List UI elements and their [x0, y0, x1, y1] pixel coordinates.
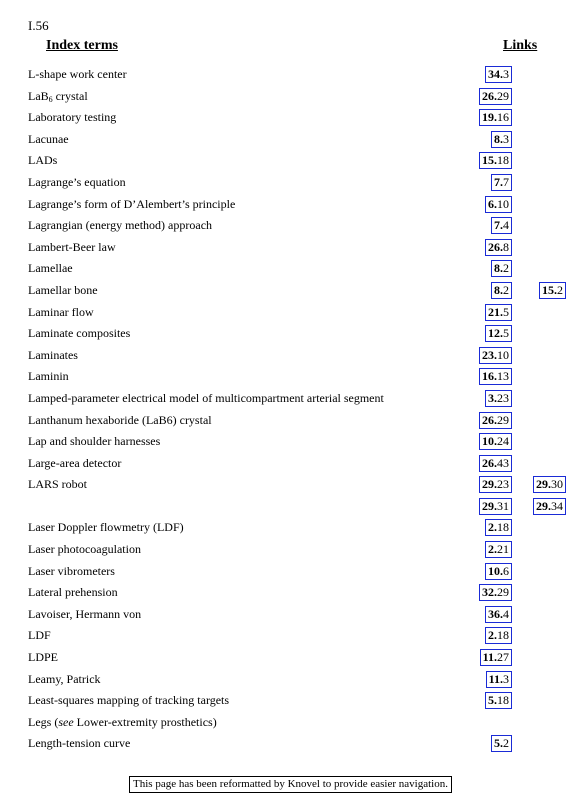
index-term: Lagrange’s equation	[28, 174, 126, 189]
link-group	[0, 150, 581, 172]
page-link[interactable]: 26.29	[479, 88, 512, 105]
index-entry	[0, 150, 581, 172]
index-entry	[0, 539, 581, 561]
index-entry	[0, 215, 581, 237]
link-group	[0, 345, 581, 367]
page-link[interactable]: 8.2	[491, 260, 512, 277]
index-term: Laminar flow	[28, 304, 94, 319]
page-link[interactable]: 15.2	[539, 282, 566, 299]
link-group	[0, 366, 581, 388]
index-term: Laminin	[28, 369, 69, 384]
page-link[interactable]: 26.8	[485, 239, 512, 256]
link-group	[0, 561, 581, 583]
index-term: Lanthanum hexaboride (LaB6) crystal	[28, 412, 212, 427]
page-link[interactable]: 8.2	[491, 282, 512, 299]
link-group	[0, 669, 581, 691]
index-term: Lagrange’s form of D’Alembert’s principle	[28, 196, 236, 211]
index-term: Lamellar bone	[28, 282, 98, 297]
index-entry	[0, 129, 581, 151]
link-group	[0, 107, 581, 129]
index-term: Lacunae	[28, 131, 69, 146]
page-link[interactable]: 7.7	[491, 174, 512, 191]
index-entry	[0, 258, 581, 280]
index-entry	[0, 280, 581, 302]
index-entry	[0, 582, 581, 604]
index-entry	[0, 733, 581, 755]
index-entry	[0, 410, 581, 432]
index-entry	[0, 517, 581, 539]
page-link[interactable]: 21.5	[485, 304, 512, 321]
link-group	[0, 647, 581, 669]
index-term: Laboratory testing	[28, 110, 117, 125]
page-label: I.56	[28, 18, 49, 33]
page-link[interactable]: 10.6	[485, 563, 512, 580]
link-group	[0, 388, 581, 410]
page-link[interactable]: 15.18	[479, 152, 512, 169]
index-entry	[0, 388, 581, 410]
link-group	[0, 323, 581, 345]
index-entry	[0, 107, 581, 129]
index-terms-header: Index terms	[46, 38, 118, 53]
index-term: Laser vibrometers	[28, 563, 115, 578]
page-link[interactable]: 5.18	[485, 692, 512, 709]
page-link[interactable]: 29.23	[479, 476, 512, 493]
index-entry	[0, 172, 581, 194]
index-term: L-shape work center	[28, 67, 127, 81]
index-entry	[0, 690, 581, 712]
link-group	[0, 237, 581, 259]
index-term: Length-tension curve	[28, 736, 131, 751]
link-group	[0, 129, 581, 151]
link-group	[0, 582, 581, 604]
link-group	[0, 431, 581, 453]
page-link[interactable]: 11.27	[480, 649, 512, 666]
page-link[interactable]: 19.16	[479, 109, 512, 126]
footer-note: This page has been reformatted by Knovel to provide easier navigation.	[129, 776, 452, 793]
index-term: Least-squares mapping of tracking targets	[28, 693, 230, 708]
index-term: Leamy, Patrick	[28, 671, 101, 686]
index-term: LARS robot	[28, 477, 88, 492]
index-term: Lagrangian (energy method) approach	[28, 218, 213, 233]
index-term: Legs (see Lower-extremity prosthetics)	[28, 714, 217, 729]
link-group	[0, 539, 581, 561]
link-group	[0, 215, 581, 237]
link-group	[0, 280, 581, 302]
index-entry	[0, 237, 581, 259]
index-term: Lavoiser, Hermann von	[28, 606, 142, 621]
index-term: LDPE	[28, 650, 58, 665]
link-group	[0, 302, 581, 324]
link-group	[0, 733, 581, 755]
index-entry	[0, 453, 581, 475]
page-link[interactable]: 10.24	[479, 433, 512, 450]
index-term: Lamellae	[28, 261, 73, 276]
link-group	[0, 625, 581, 647]
footer	[0, 774, 581, 793]
page-link[interactable]: 26.29	[479, 412, 512, 429]
link-group	[0, 604, 581, 626]
page-link[interactable]: 8.3	[491, 131, 512, 148]
index-entry	[0, 86, 581, 108]
page-link[interactable]: 32.29	[479, 584, 512, 601]
index-term: Lateral prehension	[28, 585, 118, 600]
index-entry	[0, 474, 581, 517]
index-entry	[0, 194, 581, 216]
page-link[interactable]: 29.34	[533, 498, 566, 515]
index-entry	[0, 302, 581, 324]
index-entries	[0, 64, 581, 755]
index-entry	[0, 345, 581, 367]
index-entry	[0, 431, 581, 453]
link-group	[0, 517, 581, 539]
link-group	[0, 64, 581, 86]
index-term: Large-area detector	[28, 455, 122, 470]
page-link[interactable]: 11.3	[486, 671, 512, 688]
index-term: Lap and shoulder harnesses	[28, 434, 161, 449]
index-term: Laser Doppler flowmetry (LDF)	[28, 520, 184, 535]
page-link[interactable]: 26.43	[479, 455, 512, 472]
index-term: LaB$_6$ crystal	[28, 88, 88, 104]
page-link[interactable]: 2.21	[485, 541, 512, 558]
link-group	[0, 474, 581, 517]
index-term: Lamped-parameter electrical model of multicompartment arterial segment	[28, 390, 384, 405]
page-link[interactable]: 34.3	[485, 66, 512, 83]
page-link[interactable]: 23.10	[479, 347, 512, 364]
page-link[interactable]: 12.5	[485, 325, 512, 342]
page-link[interactable]: 16.13	[479, 368, 512, 385]
index-term: Lambert-Beer law	[28, 239, 116, 254]
index-entry	[0, 647, 581, 669]
links-header: Links	[503, 38, 538, 53]
link-group	[0, 453, 581, 475]
page-link[interactable]: 29.30	[533, 476, 566, 493]
page-link[interactable]: 29.31	[479, 498, 512, 515]
page-link[interactable]: 5.2	[491, 735, 512, 752]
index-entry	[0, 625, 581, 647]
index-entry	[0, 669, 581, 691]
index-term: LDF	[28, 628, 51, 643]
link-group	[0, 690, 581, 712]
index-term: Laser photocoagulation	[28, 542, 141, 557]
link-group	[0, 258, 581, 280]
page-link[interactable]: 36.4	[485, 606, 512, 623]
page-link[interactable]: 3.23	[485, 390, 512, 407]
index-entry	[0, 604, 581, 626]
page-link[interactable]: 2.18	[485, 519, 512, 536]
index-entry	[0, 323, 581, 345]
link-group	[0, 410, 581, 432]
page-link[interactable]: 2.18	[485, 627, 512, 644]
index-entry	[0, 561, 581, 583]
index-term: LADs	[28, 153, 58, 168]
link-group	[0, 86, 581, 108]
page-link[interactable]: 7.4	[491, 217, 512, 234]
index-entry	[0, 712, 581, 734]
index-term: Laminates	[28, 347, 78, 362]
index-entry	[0, 366, 581, 388]
page-link[interactable]: 6.10	[485, 196, 512, 213]
link-group	[0, 172, 581, 194]
link-group	[0, 194, 581, 216]
index-term: Laminate composites	[28, 326, 131, 341]
link-group	[0, 712, 581, 734]
index-entry	[0, 64, 581, 86]
